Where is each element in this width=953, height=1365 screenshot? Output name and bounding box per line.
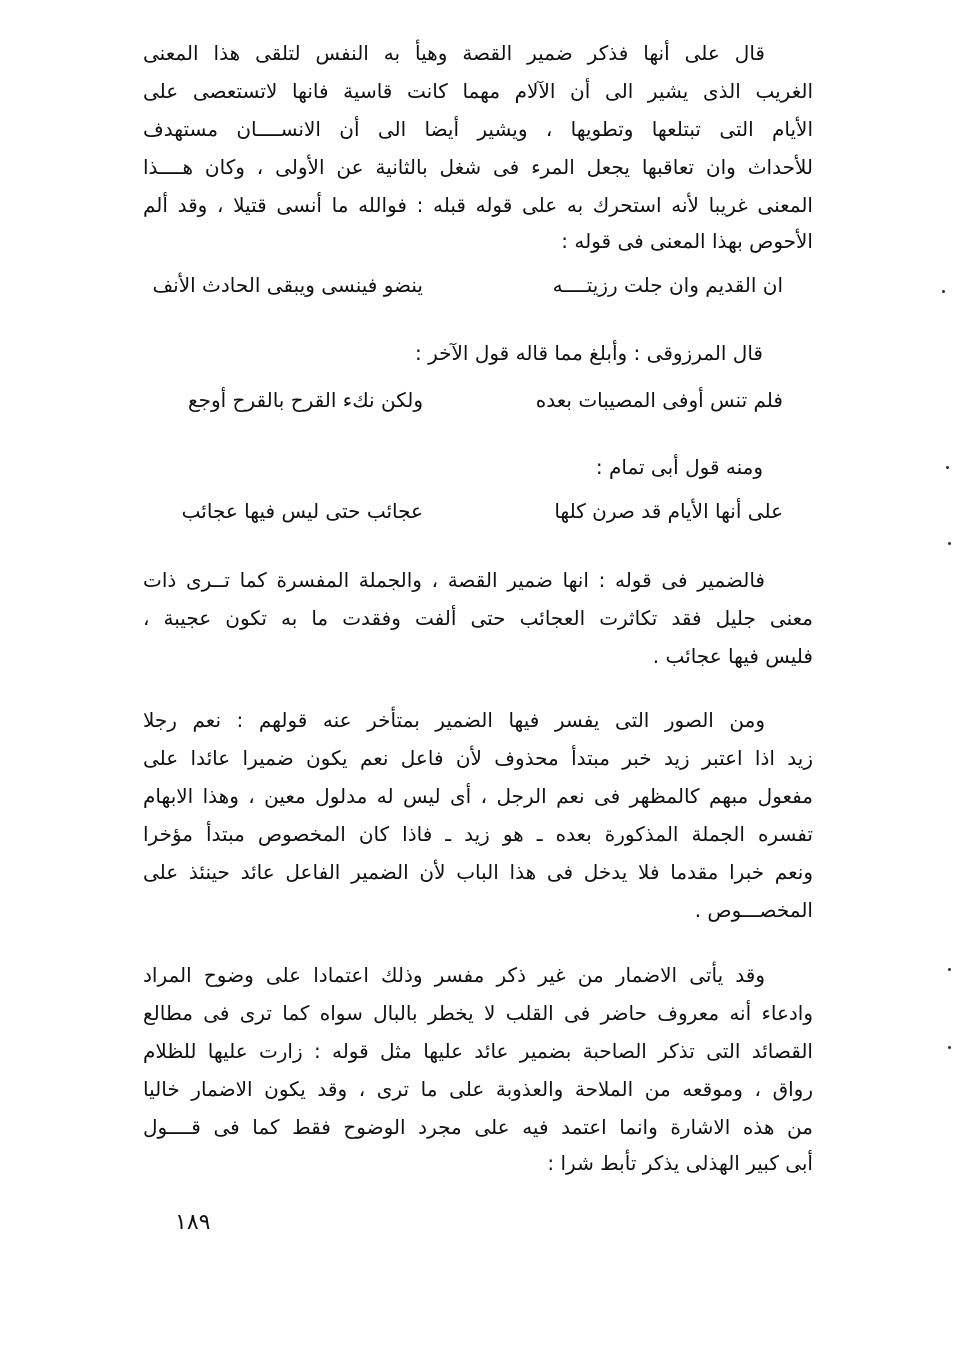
paragraph-line: فليس فيها عجائب . xyxy=(652,644,813,668)
paragraph-line: المعنى غريبا لأنه استحرك به على قوله قبله : فوالله ما أنسى قتيلا ، وقد ألم xyxy=(143,193,813,217)
margin-speck xyxy=(942,290,945,293)
verse-second-hemistich: ولكن نكء القرح بالقرح أوجع xyxy=(187,388,423,412)
verse-first-hemistich: على أنها الأيام قد صرن كلها xyxy=(554,499,783,523)
paragraph-line: الغريب الذى يشير الى أن الآلام مهما كانت قاسية فانها لاتستعصى على xyxy=(143,79,813,103)
paragraph-line: وقد يأتى الاضمار من غير ذكر مفسر وذلك اعتمادا على وضوح المراد xyxy=(143,963,765,987)
margin-speck xyxy=(948,1046,951,1049)
verse-second-hemistich: ينضو فينسى ويبقى الحادث الأنف xyxy=(152,273,423,297)
verse-second-hemistich: عجائب حتى ليس فيها عجائب xyxy=(181,499,423,523)
paragraph-line: أبى كبير الهذلى يذكر تأبط شرا : xyxy=(547,1151,813,1175)
quote-intro: ومنه قول أبى تمام : xyxy=(595,455,763,479)
paragraph-line: من هذه الاشارة وانما اعتمد فيه على مجرد الوضوح فقط كما فى قــــول xyxy=(143,1115,813,1139)
paragraph-line: الأيام التى تبتلعها وتطويها ، ويشير أيضا الى أن الانســــان مستهدف xyxy=(143,117,813,141)
paragraph-line: للأحداث وان تعاقبها يجعل المرء فى شغل بالثانية عن الأولى ، وكان هــــذا xyxy=(143,155,813,179)
paragraph-line: ونعم خبرا مقدما فلا يدخل فى هذا الباب لأن الضمير الفاعل عائد حينئذ على xyxy=(143,860,813,884)
paragraph-line: المخصـــوص . xyxy=(694,898,813,922)
paragraph-line: الأحوص بهذا المعنى فى قوله : xyxy=(561,229,813,253)
paragraph-line: ومن الصور التى يفسر فيها الضمير بمتأخر عنه قولهم : نعم رجلا xyxy=(143,708,765,732)
paragraph-line: فالضمير فى قوله : انها ضمير القصة ، والجملة المفسرة كما تــرى ذات xyxy=(143,568,765,592)
paragraph-line: القصائد التى تذكر الصاحبة بضمير عائد عليها مثل قوله : زارت عليها للظلام xyxy=(143,1039,813,1063)
paragraph-line: رواق ، وموقعه من الملاحة والعذوبة على ما ترى ، وقد يكون الاضمار خاليا xyxy=(143,1077,813,1101)
paragraph-line: قال على أنها فذكر ضمير القصة وهيأ به النفس لتلقى هذا المعنى xyxy=(143,41,765,65)
verse-first-hemistich: ان القديم وان جلت رزيتــــه xyxy=(552,273,783,297)
margin-speck xyxy=(946,466,949,469)
verse-line xyxy=(0,496,953,526)
margin-speck xyxy=(948,542,951,545)
verse-line xyxy=(0,270,953,300)
verse-first-hemistich: فلم تنس أوفى المصيبات بعده xyxy=(535,388,783,412)
paragraph-line: مفعول مبهم كالمظهر فى نعم الرجل ، أى ليس له مدلول معين ، وهذا الابهام xyxy=(143,784,813,808)
paragraph-line: معنى جليل فقد تكاثرت العجائب حتى ألفت وفقدت ما به تكون عجيبة ، xyxy=(143,606,813,630)
paragraph-line: تفسره الجملة المذكورة بعده ـ هو زيد ـ فاذا كان المخصوص مبتدأ مؤخرا xyxy=(143,822,813,846)
quote-intro: قال المرزوقى : وأبلغ مما قاله قول الآخر : xyxy=(415,341,763,365)
paragraph-line: زيد اذا اعتبر زيد خبر مبتدأ محذوف لأن فاعل نعم يكون ضميرا عائدا على xyxy=(143,746,813,770)
page-number: ١٨٩ xyxy=(175,1210,211,1235)
margin-speck xyxy=(948,968,951,971)
verse-line xyxy=(0,385,953,415)
paragraph-line: وادعاء أنه معروف حاضر فى القلب لا يخطر بالبال سواه كما ترى فى مطالع xyxy=(143,1001,813,1025)
